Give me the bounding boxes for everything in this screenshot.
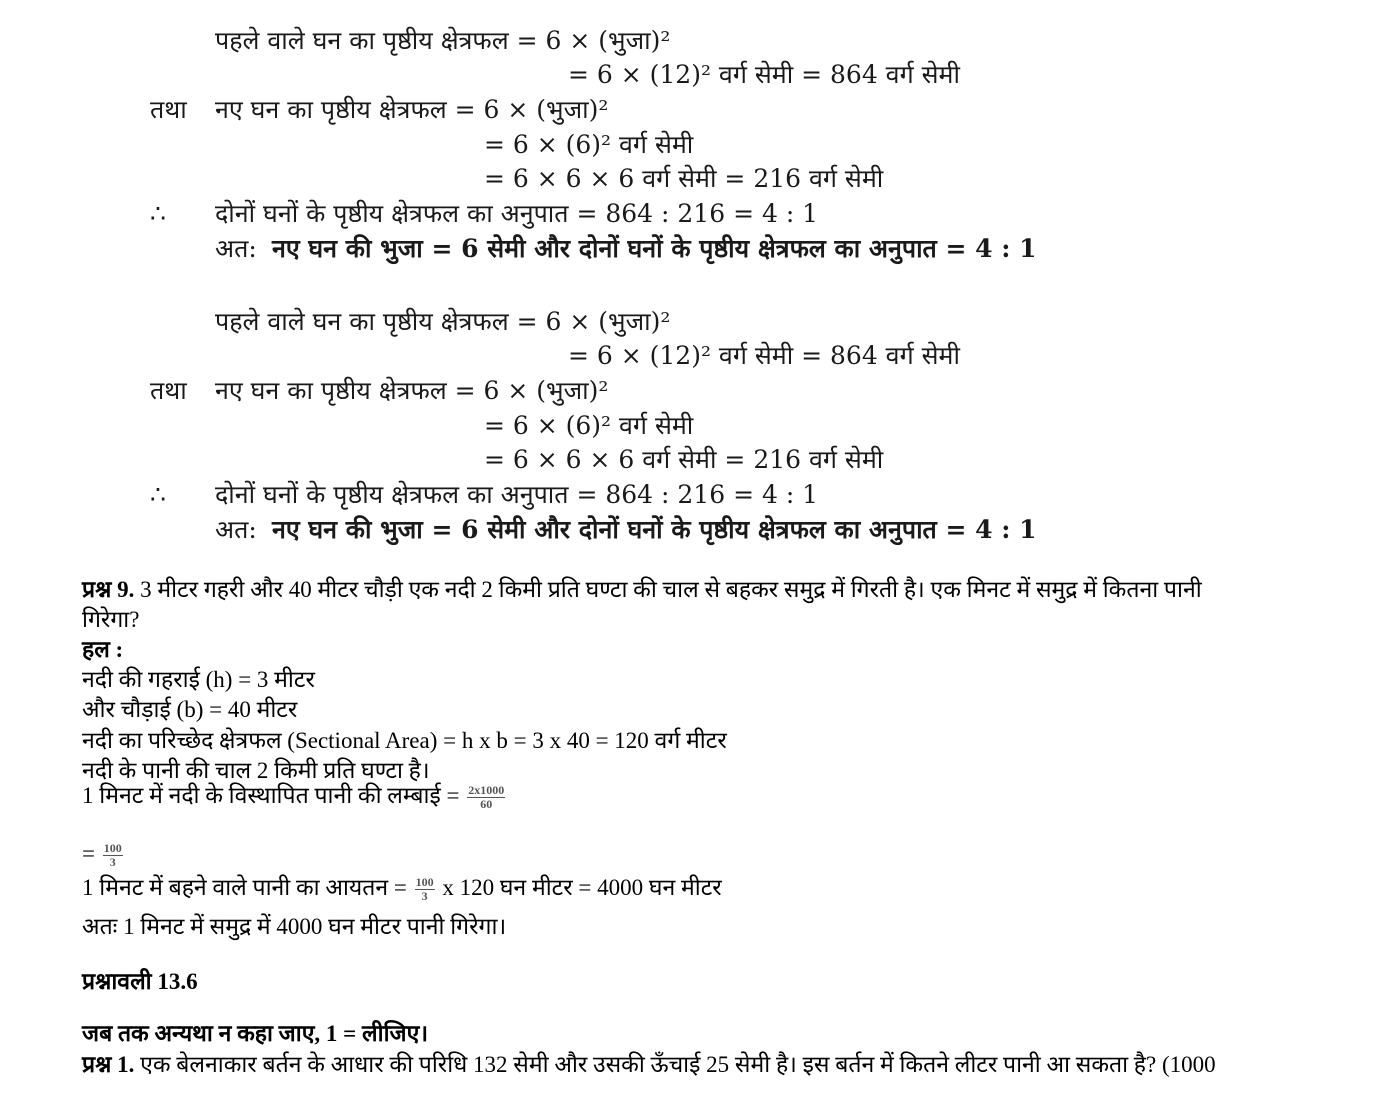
scan-line: दोनों घनों के पृष्ठीय क्षेत्रफल का अनुपात = 864 : 216 = 4 : 1 (215, 199, 819, 228)
question-text: एक बेलनाकार बर्तन के आधार की परिधि 132 सेमी और उसकी ऊँचाई 25 सेमी है। इस बर्तन में कितने लीटर पानी आ सकता है? (1000 (140, 1052, 1216, 1077)
solution-text: = (82, 841, 95, 866)
solution-line: नदी के पानी की चाल 2 किमी प्रति घण्टा है। (82, 758, 430, 783)
fraction-denominator: 3 (109, 855, 116, 870)
solution-text: x 120 घन मीटर = 4000 घन मीटर (442, 875, 722, 900)
scan-line: = 6 × 6 × 6 वर्ग सेमी = 216 वर्ग सेमी (484, 445, 884, 474)
solution-text: 1 मिनट में नदी के विस्थापित पानी की लम्बाई = (82, 783, 460, 808)
scan-line: = 6 × 6 × 6 वर्ग सेमी = 216 वर्ग सेमी (484, 164, 884, 193)
solution-conclusion: अतः 1 मिनट में समुद्र में 4000 घन मीटर पानी गिरेगा। (82, 914, 507, 939)
exercise-title: प्रश्नावली 13.6 (82, 969, 198, 994)
scan-line: पहले वाले घन का पृष्ठीय क्षेत्रफल = 6 × (भुजा)² (215, 26, 671, 55)
scan-line: दोनों घनों के पृष्ठीय क्षेत्रफल का अनुपात = 864 : 216 = 4 : 1 (215, 480, 819, 509)
fraction-denominator: 60 (480, 797, 493, 812)
scan-line: नए घन का पृष्ठीय क्षेत्रफल = 6 × (भुजा)² (215, 95, 609, 124)
solution-line-with-fraction (82, 784, 507, 811)
scan-line-conclusion: नए घन की भुजा = 6 सेमी और दोनों घनों के पृष्ठीय क्षेत्रफल का अनुपात = 4 : 1 (272, 515, 1037, 544)
scan-line-label: तथा (150, 376, 187, 405)
solution-line-with-fraction (82, 876, 722, 903)
solution-line-with-fraction (82, 842, 125, 869)
fraction-numerator: 100 (415, 875, 434, 890)
fraction-numerator: 100 (103, 841, 122, 856)
scan-line: = 6 × (6)² वर्ग सेमी (484, 411, 694, 440)
therefore-symbol: ∴ (150, 199, 166, 228)
scan-line: = 6 × (12)² वर्ग सेमी = 864 वर्ग सेमी (568, 60, 960, 89)
scan-line-prefix: अत: (215, 515, 257, 544)
scan-line: = 6 × (12)² वर्ग सेमी = 864 वर्ग सेमी (568, 341, 960, 370)
scan-line: पहले वाले घन का पृष्ठीय क्षेत्रफल = 6 × (भुजा)² (215, 307, 671, 336)
solution-line: नदी का परिच्छेद क्षेत्रफल (Sectional Area) = h x b = 3 x 40 = 120 वर्ग मीटर (82, 728, 727, 753)
question-label: प्रश्न 9. (82, 577, 135, 602)
therefore-symbol: ∴ (150, 480, 166, 509)
scan-line-conclusion: नए घन की भुजा = 6 सेमी और दोनों घनों के पृष्ठीय क्षेत्रफल का अनुपात = 4 : 1 (272, 234, 1037, 263)
question-9-continued: गिरेगा? (82, 607, 140, 632)
question-label: प्रश्न 1. (82, 1052, 135, 1077)
fraction-denominator: 3 (421, 889, 428, 904)
exercise-instruction: जब तक अन्यथा न कहा जाए, 1 = लीजिए। (82, 1021, 429, 1046)
solution-line: और चौड़ाई (b) = 40 मीटर (82, 697, 298, 722)
solution-text: 1 मिनट में बहने वाले पानी का आयतन = (82, 875, 407, 900)
question-text: 3 मीटर गहरी और 40 मीटर चौड़ी एक नदी 2 किमी प्रति घण्टा की चाल से बहकर समुद्र में गिरती है। एक मिनट में समुद्र में कितना पानी (140, 577, 1202, 602)
scan-line: नए घन का पृष्ठीय क्षेत्रफल = 6 × (भुजा)² (215, 376, 609, 405)
question-1 (82, 1053, 1216, 1076)
fraction (103, 842, 123, 869)
scan-line: = 6 × (6)² वर्ग सेमी (484, 130, 694, 159)
question-9 (82, 578, 1202, 601)
solution-line: नदी की गहराई (h) = 3 मीटर (82, 667, 315, 692)
fraction (467, 784, 505, 811)
fraction (415, 876, 435, 903)
solution-heading: हल : (82, 637, 124, 662)
scan-line-label: तथा (150, 95, 187, 124)
scan-line-prefix: अत: (215, 234, 257, 263)
fraction-numerator: 2x1000 (468, 783, 505, 798)
